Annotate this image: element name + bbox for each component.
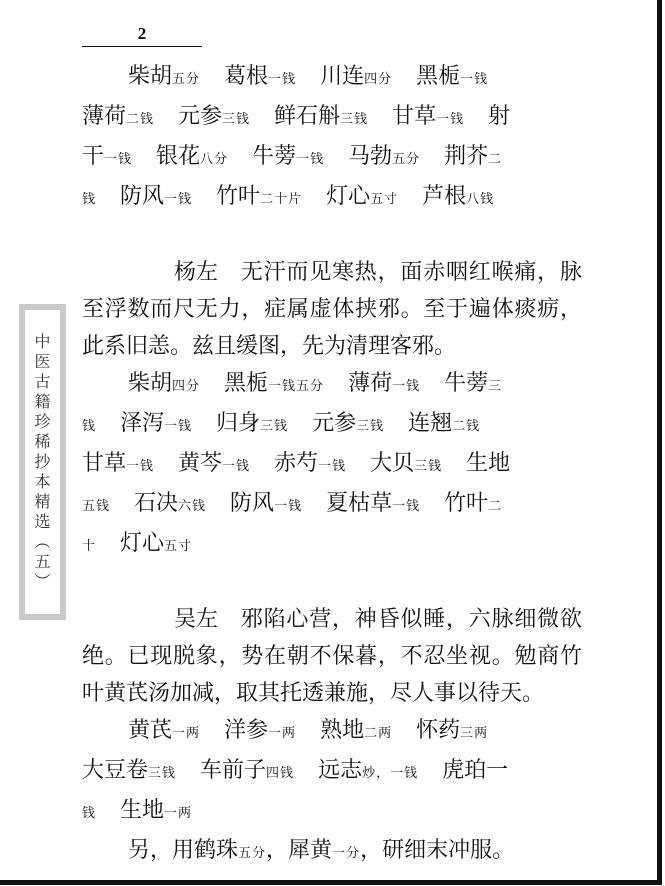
sidebar-char: 选 (34, 512, 51, 531)
case-narrative: 吴左 邪陷心营，神昏似睡，六脉细微欲绝。已现脱象，势在朝不保暮，不忍坐视。勉商竹叶黄芪汤加减，取其托透兼施，尽人事以待天。 (82, 601, 582, 712)
sidebar-char: 精 (34, 492, 51, 511)
rx-line: 干一钱 银花八分 牛蒡一钱 马勃五分 荆芥二 (82, 144, 503, 169)
sidebar-char: 珍 (34, 412, 51, 431)
rx-line: 五钱 石决六钱 防风一钱 夏枯草一钱 竹叶二 (82, 491, 503, 516)
rx-line: 柴胡五分 葛根一钱 川连四分 黑栀一钱 (128, 64, 489, 89)
sidebar-char: 古 (34, 372, 51, 391)
patient-name: 杨左 (174, 260, 219, 285)
rx-line: 甘草一钱 黄芩一钱 赤芍一钱 大贝三钱 生地 (82, 451, 511, 476)
page-number-rule (82, 46, 202, 47)
patient-name: 吴左 (174, 607, 219, 632)
rx-line: 钱 防风一钱 竹叶二十片 灯心五寸 芦根八钱 (82, 184, 495, 209)
rx-line: 薄荷二钱 元参三钱 鲜石斛三钱 甘草一钱 射 (82, 104, 511, 129)
sidebar-book-title (19, 304, 66, 620)
rx-line: 大豆卷三钱 车前子四钱 远志炒，一钱 虎珀一 (82, 758, 509, 783)
sidebar-title-text (25, 310, 60, 614)
rx-line: 柴胡四分 黑栀一钱五分 薄荷一钱 牛蒡三 (128, 371, 503, 396)
rx-note: 另，用鹤珠五分，犀黄一分，研细末冲服。 (128, 838, 515, 863)
page-body (82, 58, 582, 872)
rx-line: 十 灯心五寸 (82, 531, 193, 556)
rx-line: 钱 生地一两 (82, 798, 193, 823)
rx-line: 黄芪一两 洋参一两 熟地二两 怀药三两 (128, 718, 489, 743)
sidebar-char: 稀 (34, 432, 51, 451)
sidebar-char: ︵ (34, 532, 51, 551)
sidebar-char: ︶ (34, 572, 51, 591)
sidebar-char: 抄 (34, 452, 51, 471)
sidebar-char: 本 (34, 472, 51, 491)
sidebar-char: 五 (34, 552, 51, 571)
sidebar-char: 籍 (34, 392, 51, 411)
page-number: 2 (137, 24, 147, 43)
sidebar-char: 中 (34, 332, 51, 351)
sidebar-char: 医 (34, 352, 51, 371)
rx-line: 钱 泽泻一钱 归身三钱 元参三钱 连翘二钱 (82, 411, 481, 436)
case-narrative: 杨左 无汗而见寒热，面赤咽红喉痛，脉至浮数而尺无力，症属虚体挟邪。至于遍体痰疬，此系旧恙。兹且缓图，先为清理客邪。 (82, 254, 582, 365)
